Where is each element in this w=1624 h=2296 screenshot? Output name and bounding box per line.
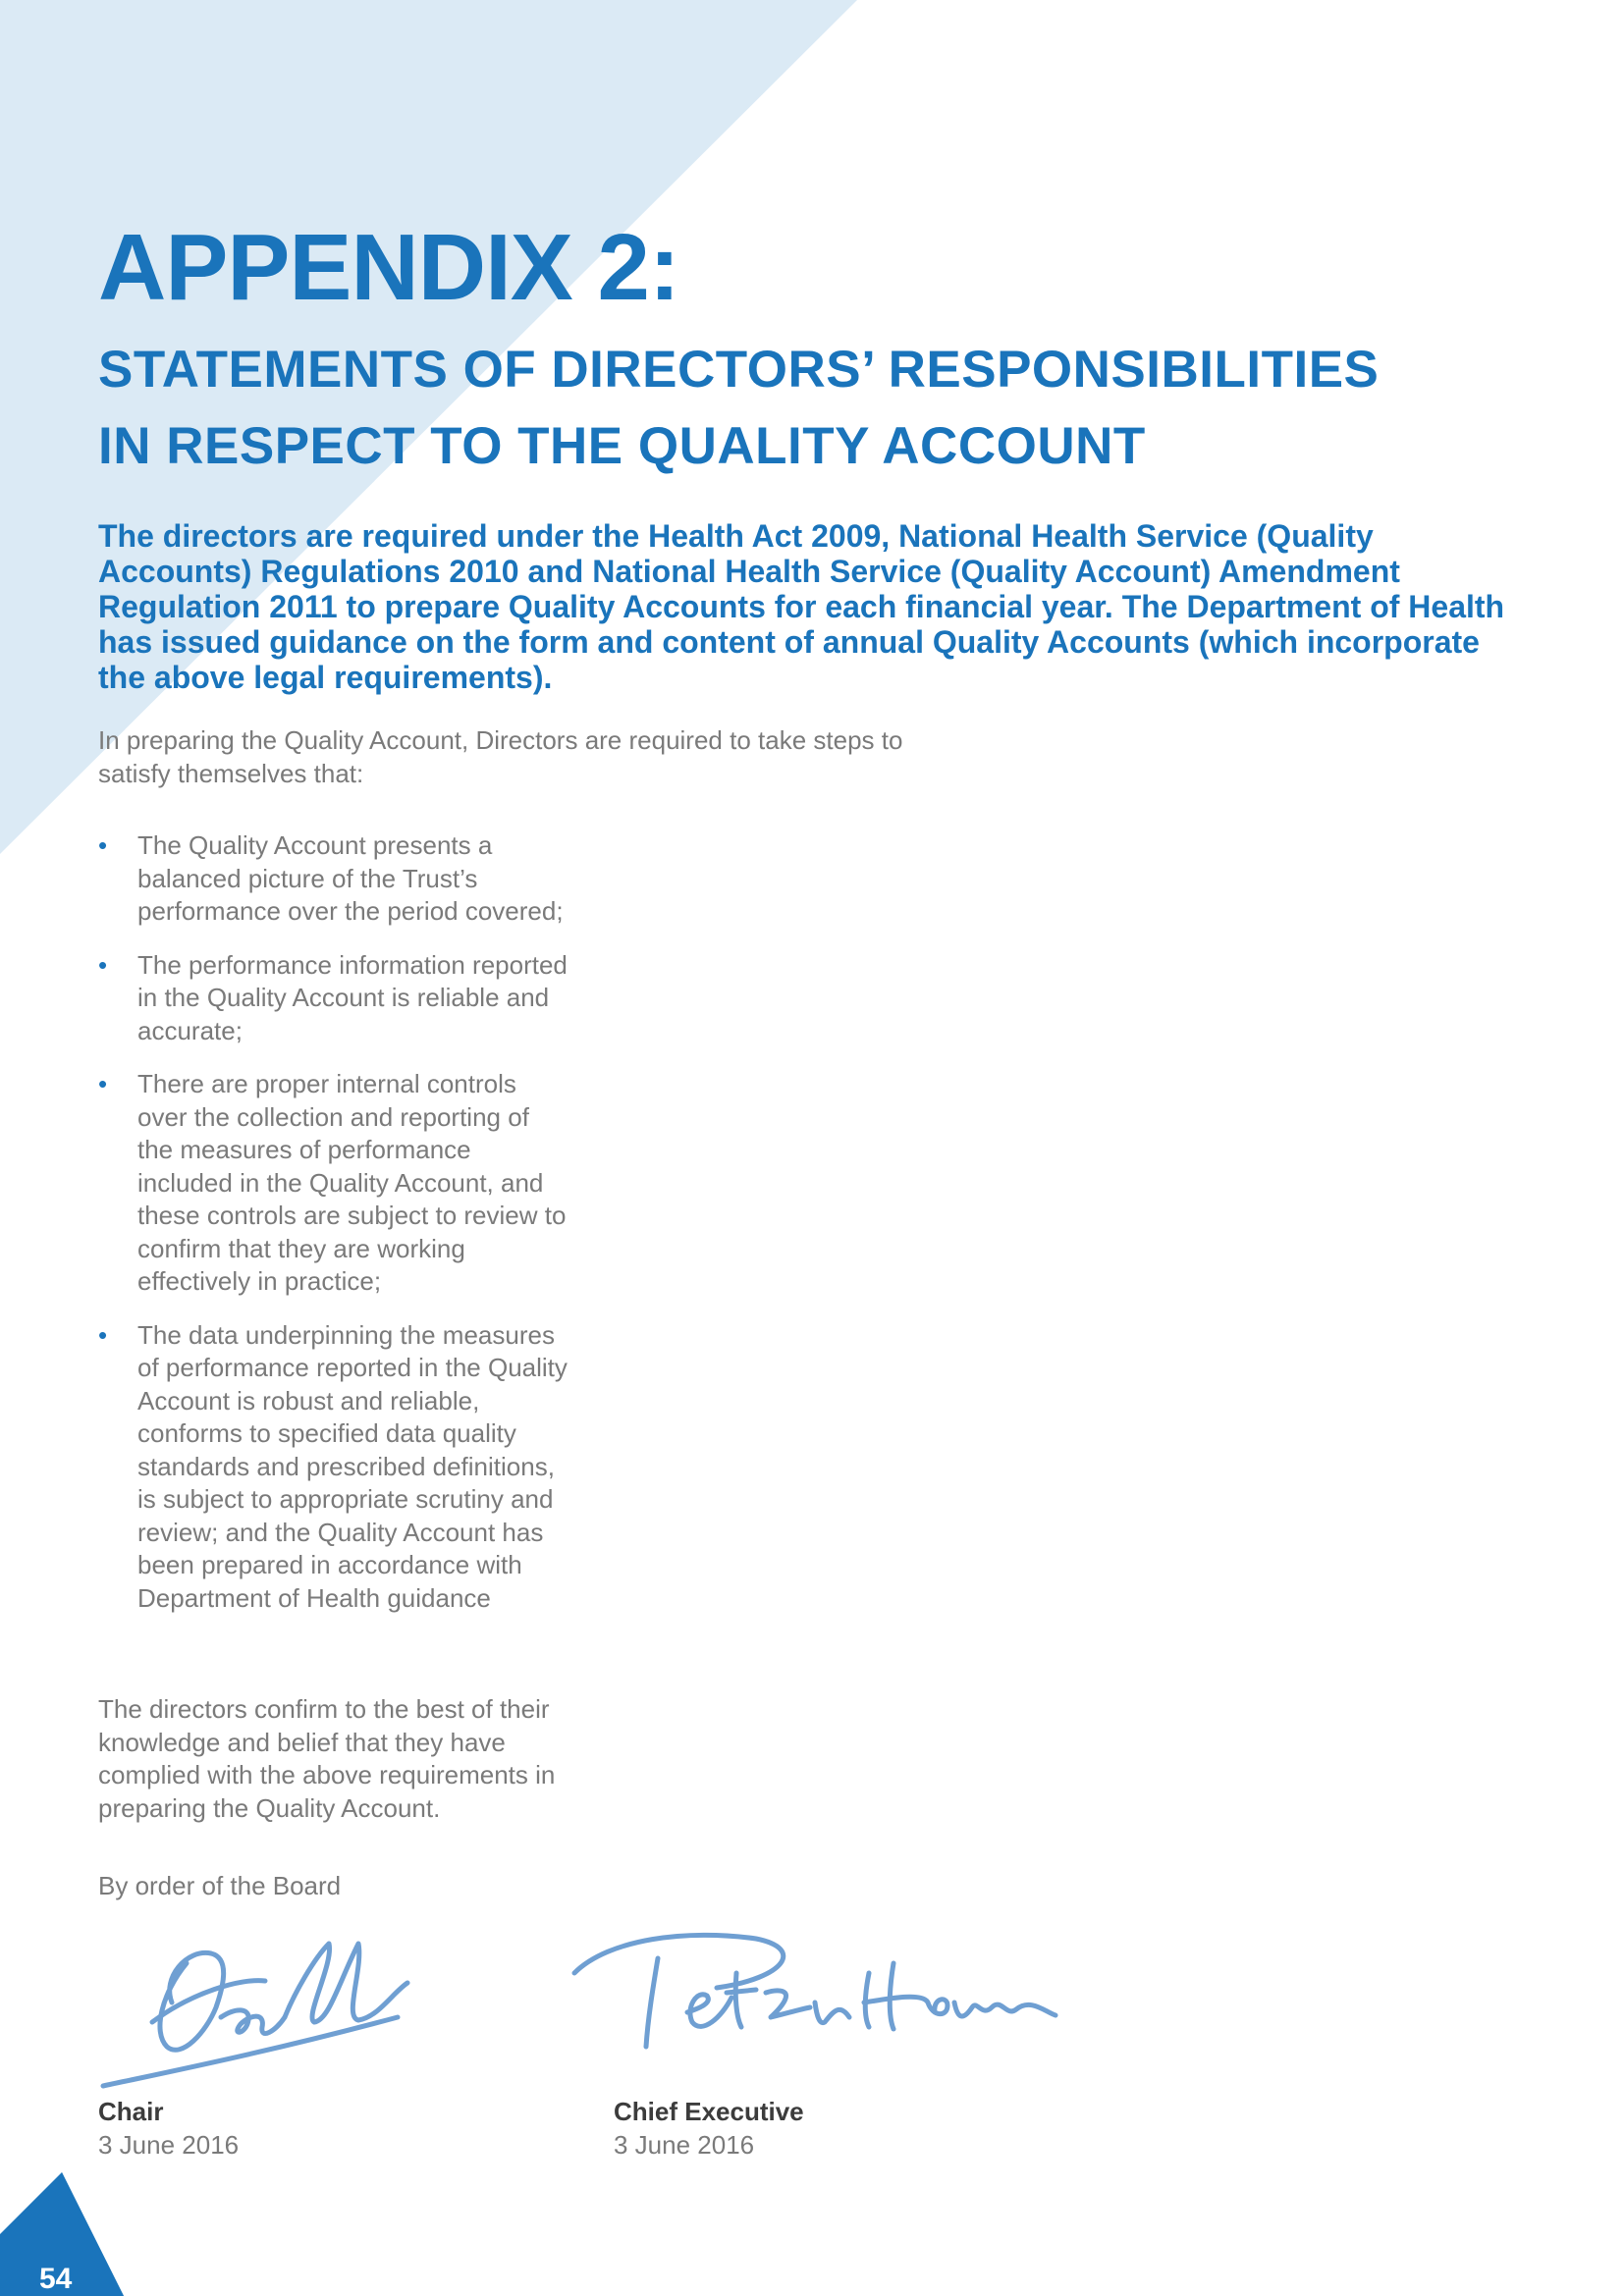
subtitle-line-1: STATEMENTS OF DIRECTORS’ RESPONSIBILITIES (98, 341, 1380, 399)
list-item: • The data underpinning the measures of performance reported in the Quality Account is robust and reliable, conforms to specified data quality standards and prescribed definitions, is subject to appropriate scrutiny and review; and the Quality Account has been prepared in accordance with Department of Health guidance (98, 1319, 568, 1613)
appendix-title: APPENDIX 2: (98, 215, 679, 320)
intro-paragraph: The directors are required under the Health Act 2009, National Health Service (Quality Accounts) Regulations 2010 and National Health Service (Quality Account) Amendment Regulation 2011 to prepare Quality Accounts for each financial year. The Department of Health has issued guidance on the form and content of annual Quality Accounts (which incorporate the above legal requirements). (98, 518, 1505, 695)
bullet-icon: • (98, 830, 108, 860)
subtitle-line-2: IN RESPECT TO THE QUALITY ACCOUNT (98, 417, 1146, 475)
list-item: • The performance information reported in the Quality Account is reliable and accurate; (98, 949, 568, 1045)
appendix-subtitle (98, 332, 1379, 485)
chief-executive-date: 3 June 2016 (614, 2130, 755, 2160)
list-item: • There are proper internal controls over the collection and reporting of the measures of performance included in the Quality Account, and these controls are subject to review to confirm that they are working effectively in practice; (98, 1069, 567, 1296)
chief-executive-signature (569, 1919, 1060, 2076)
page-number: 54 (39, 2263, 73, 2295)
chief-executive-role-label: Chief Executive (614, 2097, 804, 2126)
confirmation-paragraph: The directors confirm to the best of their knowledge and belief that they have complied with the above requirements in preparing the Quality Account. (98, 1694, 556, 1823)
lead-paragraph: In preparing the Quality Account, Directors are required to take steps to satisfy themselves that: (98, 725, 903, 788)
chair-signature (93, 1924, 506, 2101)
list-item: • The Quality Account presents a balanced picture of the Trust’s performance over the period covered; (98, 830, 564, 926)
by-order-text: By order of the Board (98, 1871, 342, 1900)
chair-date: 3 June 2016 (98, 2130, 240, 2160)
bullet-icon: • (98, 1319, 108, 1350)
chair-role-label: Chair (98, 2097, 164, 2126)
requirements-list (98, 829, 569, 1635)
bullet-icon: • (98, 1069, 108, 1098)
bullet-icon: • (98, 949, 108, 980)
